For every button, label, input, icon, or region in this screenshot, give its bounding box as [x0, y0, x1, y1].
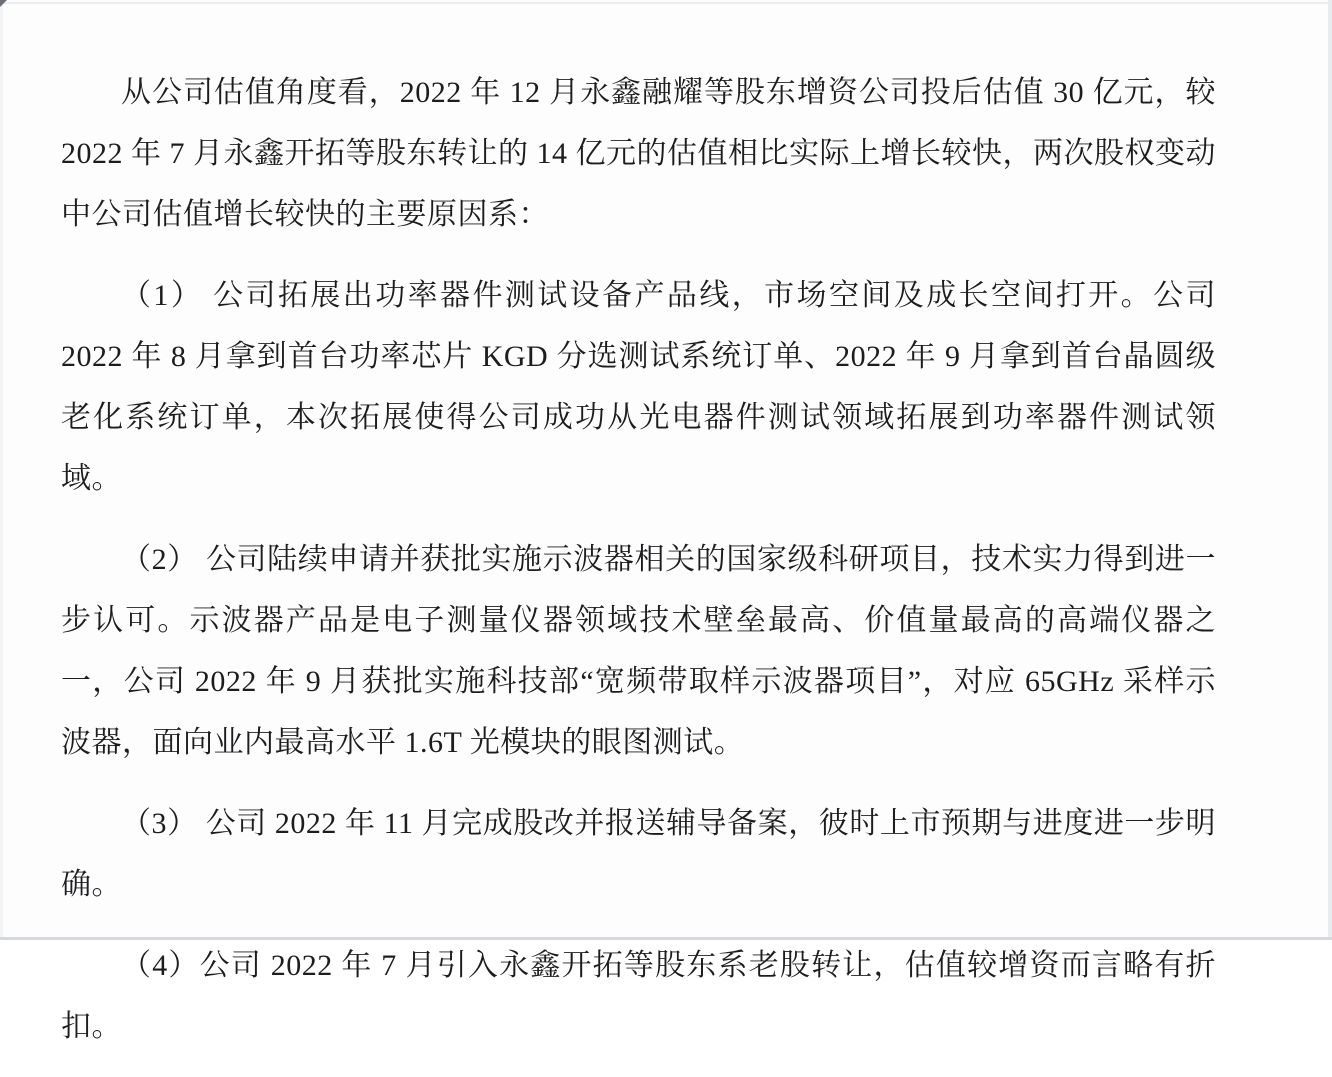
paragraph-reason-1: （1） 公司拓展出功率器件测试设备产品线，市场空间及成长空间打开。公司 2022 年 8 月拿到首台功率芯片 KGD 分选测试系统订单、2022 年 9 月拿到首台晶圆级老化系统订单，本次拓展使得公司成功从光电器件测试领域拓展到功率器件测试领域。: [61, 279, 1216, 495]
paragraph-reason-2: （2） 公司陆续申请并获批实施示波器相关的国家级科研项目，技术实力得到进一步认可。示波器产品是电子测量仪器领域技术壁垒最高、价值量最高的高端仪器之一，公司 2022 年 9 月获批实施科技部“宽频带取样示波器项目”，对应 65GHz 采样示波器，面向业内最高水平 1.6T 光模块的眼图测试。: [61, 543, 1216, 759]
paragraph-intro-valuation: 从公司估值角度看，2022 年 12 月永鑫融耀等股东增资公司投后估值 30 亿元，较 2022 年 7 月永鑫开拓等股东转让的 14 亿元的估值相比实际上增长较快，两次股权变动中公司估值增长较快的主要原因系：: [61, 76, 1216, 231]
paragraph-reason-4: （4）公司 2022 年 7 月引入永鑫开拓等股东系老股转让，估值较增资而言略有折扣。: [61, 949, 1216, 1043]
page-right-edge: [1328, 0, 1332, 940]
paragraph-reason-3: （3） 公司 2022 年 11 月完成股改并报送辅导备案，彼时上市预期与进度进一步明确。: [61, 807, 1216, 901]
document-body-text: [61, 62, 1216, 1077]
scan-corner-mark: [0, 0, 7, 7]
page-left-edge: [0, 0, 3, 940]
page-top-edge: [0, 2, 1332, 4]
